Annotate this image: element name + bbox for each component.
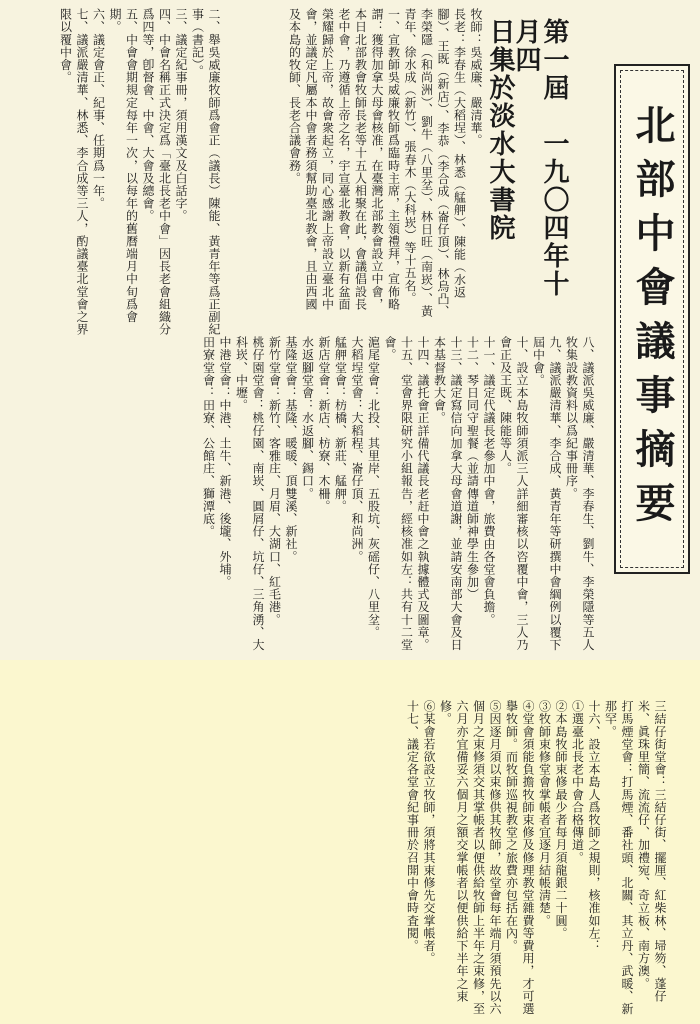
paragraph: ③牧師束修堂會掌帳者宜逐月結帳淸楚。	[537, 700, 552, 927]
paragraph: ④堂會須能負擔牧師束修及修理教堂雜費等費用，才可選擧牧師。而牧師巡視教堂之旅費亦包括在內。	[504, 700, 535, 1015]
paragraph: 新竹堂會：新竹、客雅庄、月眉、大湖口、紅毛港。	[267, 336, 282, 626]
paragraph: 水返腳堂會：水返腳、錫口。	[300, 336, 315, 500]
paragraph: 艋舺堂會：枋橋、新莊、艋舺。	[333, 336, 348, 513]
paragraph: 打馬煙堂會：打馬煙、番社頭、北關、其立丹、武暖、新那罕。	[603, 700, 634, 1015]
paragraph: 六、議定會正、紀事、任期爲一年。	[91, 8, 106, 210]
paragraph: 十七、議定各堂會紀事冊於召開中會時査閱。	[405, 700, 420, 952]
text-block-resolutions-2	[110, 336, 596, 656]
paragraph: 十一、議定代議長老參加中會，旅費由各堂會負擔。	[482, 336, 496, 626]
page-title: 北部中會議事摘要	[629, 104, 676, 536]
paragraph: 三結仔街堂會：三結仔街、擺厘、紅柴林、埽笏、蓬仔米、眞珠里簡、流流仔、加禮宛、奇立板、南方澳。	[636, 700, 667, 1003]
paragraph: 三、議定紀事冊，須用漢文及白話字。	[174, 8, 188, 223]
paragraph: 十六、設立本島人爲牧師之規則，核准如左：	[587, 700, 601, 952]
paragraph: 七、議派嚴清華、林悉、李合成等三人，酌議臺北堂會之界限以覆中會。	[58, 8, 89, 336]
paragraph: 基隆堂會：基隆、暖暖、頂雙溪、新社。	[284, 336, 298, 563]
paragraph: 一、宣教師吳威廉牧師爲臨時主席，主領禮拜，宣佈略謂：獲得加拿大母會核准，在臺灣北部教會設立中會，本日北部教會牧師長老等十五人相聚在此，會議倡設長老中會，乃遵循上帝之名，宇宣臺北教會，以新有盆面榮耀歸於上帝，故會衆起立，同心感謝上帝設立臺北中會，並議定凡屬本中會者務須幫助臺北教會，且由西國及本島的牧師、長老合議會務。	[287, 8, 401, 311]
text-block-members	[228, 8, 484, 320]
paragraph: 五、中會會期規定每年一次，以每年的舊曆端月中旬爲會期。	[108, 8, 139, 323]
paragraph: 大稻埕堂會：大稻程、崙仔頂、和尚洲。	[350, 336, 364, 563]
paragraph: 二、舉吳威廉牧師爲會正（議長）陳能、黃青年等爲正副紀事（書記）。	[190, 8, 221, 336]
paragraph: 長老：李春生（大稻埕）、林悉（艋舺）、陳能（水返腳）、王既（新店）、李恭（李合成（崙仔頂）、林烏凸、李榮隱（和尚洲）、劉牛（八里坌）、林日旺（南崁）、黃青年、徐水成（新竹）、張春木（大科崁）等十五名。	[403, 8, 467, 318]
paragraph: 牧師：吳威廉、嚴清華。	[469, 8, 483, 147]
paragraph: 十五、堂會界限研究小組報告，經核准如左：共有十二堂會。	[383, 336, 414, 651]
meeting-heading-line2: 日集於淡水大書院	[485, 18, 515, 242]
paragraph: 十、設立本島牧師須派三人詳細審核以咨覆中會，三人乃會正及王既、陳能等人。	[498, 336, 529, 651]
paragraph: 十二、琴日同守聖餐（並請傳道師神學生參加）	[465, 336, 480, 601]
paragraph: 滬尾堂會：北投、其里岸、五股坑、灰磘仔、八里坌。	[366, 336, 381, 639]
paragraph: 八、議派吳威廉、嚴清華、李春生、劉牛、李榮隱等五人牧集設教資料以爲紀事冊序。	[564, 336, 595, 651]
paragraph: 新店堂會：新店、枋寮、木柵。	[317, 336, 331, 513]
paragraph: 中港堂會：中港、土牛、新港、後壠、外埔。	[218, 336, 232, 588]
paragraph: 十三、議定寫信向加拿大母會道謝，並請安南部大會及日本基督教大會。	[432, 336, 463, 651]
paragraph: 十四、議托會正詳備代議長老赶中會之執據體式及圖章。	[416, 336, 430, 651]
paragraph: ②本島牧師束修最少者每月須龍銀二十圓。	[554, 700, 568, 940]
meeting-heading-line1: 第一屆 一九〇四年十月四	[511, 18, 569, 298]
paragraph: ⑥某會若欲設立牧師，須將其束修先交掌帳者。	[422, 700, 436, 965]
paragraph: ⑤因逐月須以束修供其牧師，故堂會每年端月須預先以六個月之束修須交其掌帳者以便供給牧師上半年之束修，至六月亦宜備妥六個月之額交掌帳者以便供給下半年之束修。	[438, 700, 502, 1015]
paragraph: 九、議派嚴清華、李合成、黃青年等研撰中會綱例以覆下屆中會。	[531, 336, 562, 651]
text-block-rules	[18, 700, 668, 1016]
text-block-resolutions-1	[18, 8, 222, 344]
paragraph: 田寮堂會：田寮、公館庄、獅潭底。	[201, 336, 216, 538]
paragraph: 四、中會名稱正式決定爲「臺北長老中會」因長老會組織分爲四等，卽督會、中會、大會及總會。	[141, 8, 172, 336]
paragraph: ①選臺北長老中會合格傳道。	[570, 700, 585, 864]
paragraph: 桃仔園堂會：桃仔園、南崁、圓屑仔、坑仔、三角湧、大科崁、中壢。	[234, 336, 265, 651]
